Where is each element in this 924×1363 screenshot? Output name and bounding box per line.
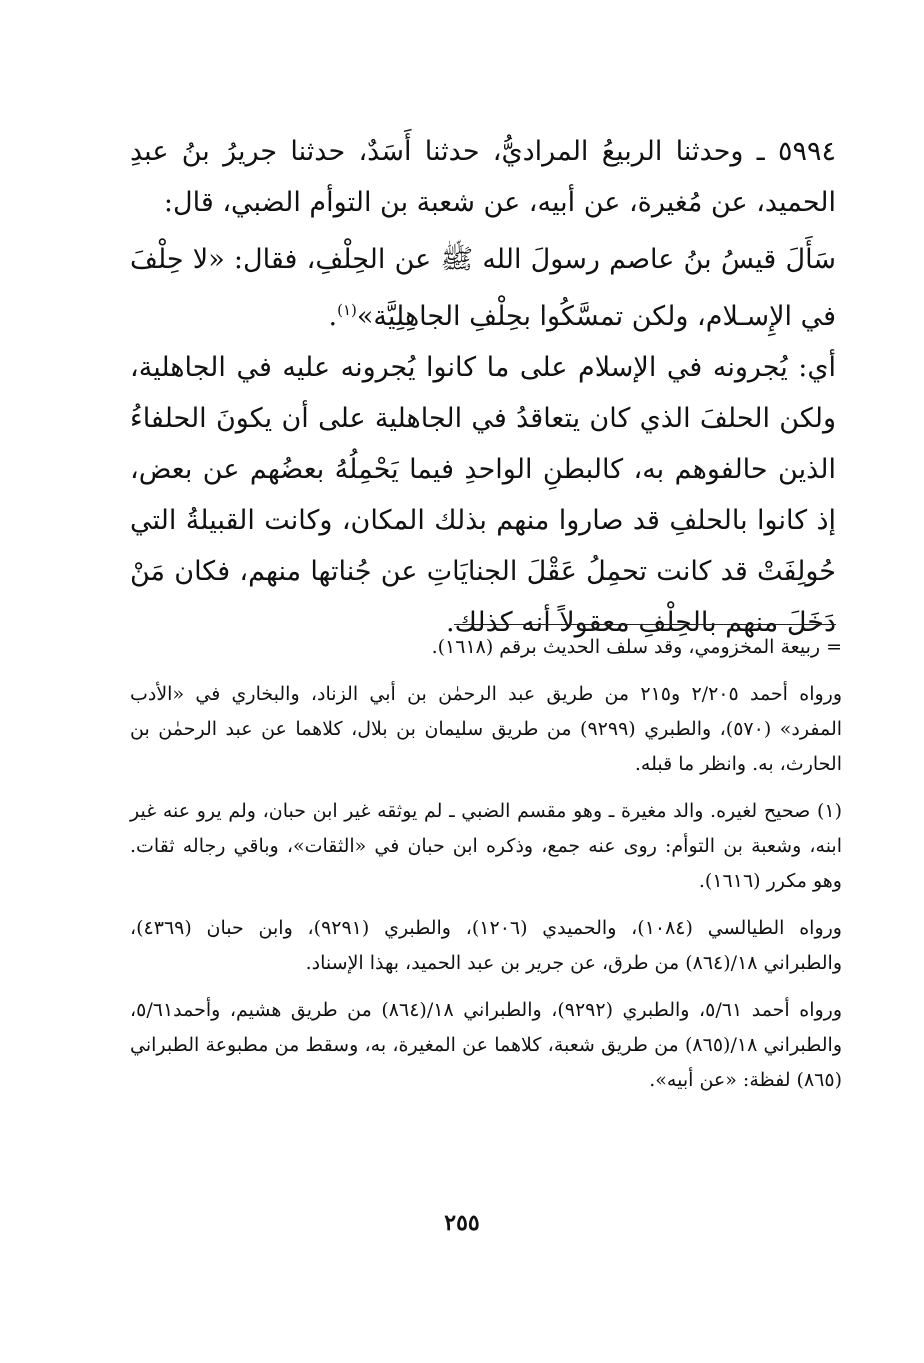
footnote-1-c: ورواه أحمد ٥/٦١، والطبري (٩٢٩٢)، والطبراني ١٨/(٨٦٤) من طريق هشيم، وأحمد٥/٦١، والطبراني ١٨/(٨٦٥) من طريق شعبة، كلاهما عن المغيرة، به، وسقط من مطبوعة الطبراني (٨٦٥) لفظة: «عن أبيه». [130,999,843,1091]
hadith-matn: سَأَلَ قيسُ بنُ عاصم رسولَ الله ﷺ عن الحِلْفِ، فقال: «لا حِلْفَ في الإِسـلام، ولكن تمسَّكُوا بحِلْفِ الجاهِلِيَّة»$^{(١)}$. [130,244,836,332]
footnote-1: (١) صحيح لغيره. والد مغيرة ـ وهو مقسم الضبي ـ لم يوثقه غير ابن حبان، ولم يرو عنه غير ابنه، وشعبة بن التوأم: روى عنه جمع، وذكره ابن حبان في «الثقات»، وباقي رجاله ثقات. وهو مكرر (١٦١٦). [130,800,842,892]
hadith-explanation: أي: يُجرونه في الإسلام على ما كانوا يُجرونه عليه في الجاهلية، ولكن الحلفَ الذي كان يتعاقدُ في الجاهلية على أن يكونَ الحلفاءُ الذين حالفوهم به، كالبطنِ الواحدِ فيما يَحْمِلُهُ بعضُهم عن بعض، إذ كانوا بالحلفِ قد صاروا منهم بذلك المكان، وكانت القبيلةُ التي حُولِفَتْ قد كانت تحمِلُ عَقْلَ الجنايَاتِ عن جُناتها منهم، فكان مَنْ دَخَلَ منهم بالحِلْفِ معقولاً أنه كذلك. [130,352,836,638]
hadith-matn-text: سَأَلَ قيسُ بنُ عاصم رسولَ الله ﷺ عن الحِلْفِ، فقال: «لا حِلْفَ في الإِسـلام، ولكن تمسَّكُوا بحِلْفِ الجاهِلِيَّة» [130,244,836,332]
page-number: ٢٥٥ [444,1210,480,1236]
footnote-ref: (١) [337,301,357,319]
main-text [130,126,836,648]
footnote-1-b: ورواه الطيالسي (١٠٨٤)، والحميدي (١٢٠٦)، والطبري (٩٢٩١)، وابن حبان (٤٣٦٩)، والطبراني ١٨/(٨٦٤) من طرق، عن جرير بن عبد الحميد، بهذا الإسناد. [130,917,842,974]
footnote-divider [454,624,836,625]
hadith-isnad: ٥٩٩٤ ـ وحدثنا الربيعُ المراديُّ، حدثنا أَسَدٌ، حدثنا جريرُ بنُ عبدِ الحميد، عن مُغيرة، عن أبيه، عن شعبة بن التوأم الضبي، قال: [130,136,836,218]
footnotes [130,630,842,1098]
footnote-prev-2: ورواه أحمد ٢/٢٠٥ و٢١٥ من طريق عبد الرحمٰن بن أبي الزناد، والبخاري في «الأدب المفرد» (٥٧٠)، والطبري (٩٢٩٩) من طريق سليمان بن بلال، كلاهما عن عبد الرحمٰن بن الحارث، به. وانظر ما قبله. [130,683,843,775]
footnote-continuation: = ربيعة المخزومي، وقد سلف الحديث برقم (١٦١٨). [431,636,842,658]
